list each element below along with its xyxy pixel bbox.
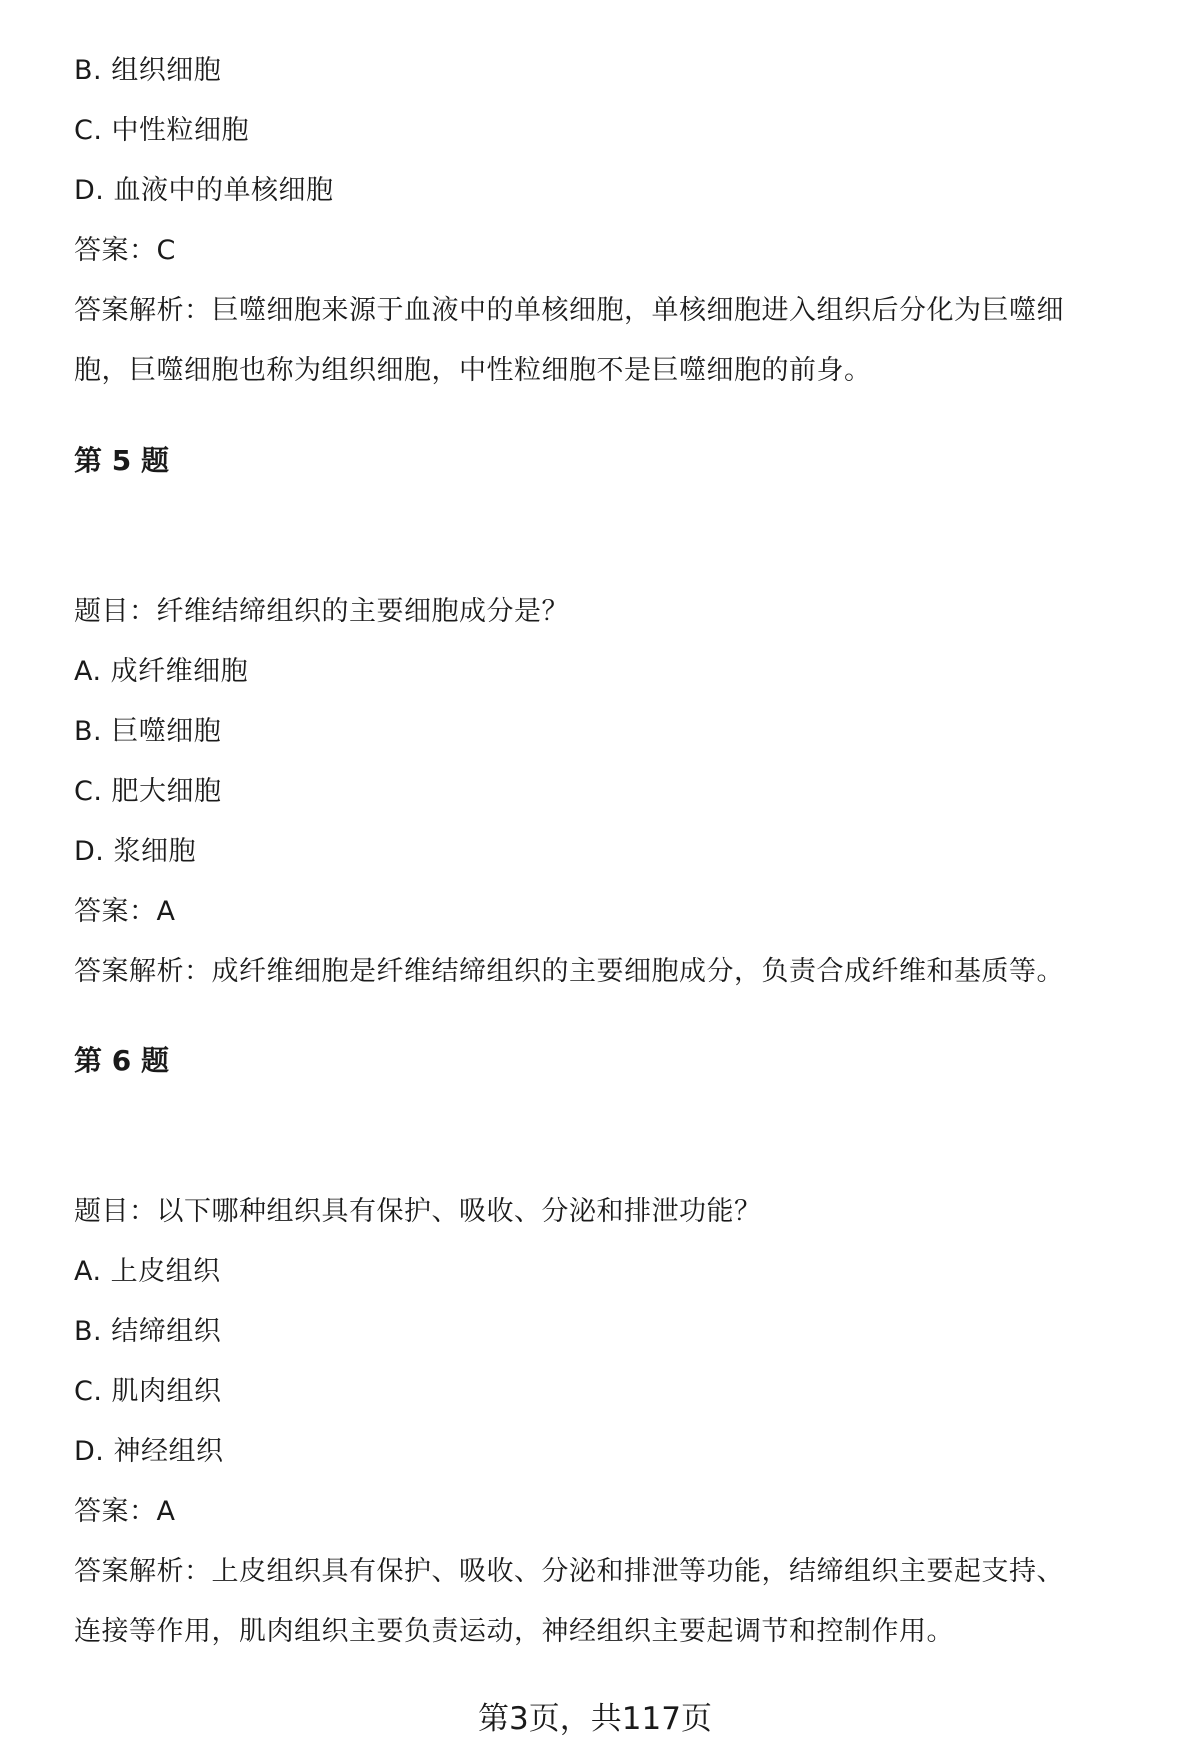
q6-option-d: D. 神经组织 — [74, 1436, 224, 1467]
q5-option-a: A. 成纤维细胞 — [74, 656, 249, 687]
q4-option-d: D. 血液中的单核细胞 — [74, 175, 334, 206]
q6-explanation-line2: 连接等作用，肌肉组织主要负责运动，神经组织主要起调节和控制作用。 — [74, 1616, 954, 1647]
q5-heading: 第 5 题 — [74, 444, 169, 477]
q6-answer: 答案：A — [74, 1496, 176, 1527]
page-number: 第3页，共117页 — [478, 1701, 712, 1737]
q6-option-b: B. 结缔组织 — [74, 1316, 222, 1347]
q4-answer: 答案：C — [74, 235, 176, 266]
q5-explanation-line1: 答案解析：成纤维细胞是纤维结缔组织的主要细胞成分，负责合成纤维和基质等。 — [74, 956, 1064, 987]
q5-question: 题目：纤维结缔组织的主要细胞成分是？ — [74, 596, 569, 627]
q6-explanation-line1: 答案解析：上皮组织具有保护、吸收、分泌和排泄等功能，结缔组织主要起支持、 — [74, 1556, 1064, 1587]
q5-option-d: D. 浆细胞 — [74, 836, 196, 867]
q5-option-c: C. 肥大细胞 — [74, 776, 222, 807]
q6-option-c: C. 肌肉组织 — [74, 1376, 222, 1407]
q4-explanation-line1: 答案解析：巨噬细胞来源于血液中的单核细胞，单核细胞进入组织后分化为巨噬细 — [74, 295, 1064, 326]
q5-answer: 答案：A — [74, 896, 176, 927]
q4-explanation-line2: 胞，巨噬细胞也称为组织细胞，中性粒细胞不是巨噬细胞的前身。 — [74, 355, 872, 386]
q4-option-c: C. 中性粒细胞 — [74, 115, 250, 146]
q6-question: 题目：以下哪种组织具有保护、吸收、分泌和排泄功能？ — [74, 1196, 762, 1227]
q6-heading: 第 6 题 — [74, 1044, 169, 1077]
q6-option-a: A. 上皮组织 — [74, 1256, 221, 1287]
q5-option-b: B. 巨噬细胞 — [74, 716, 222, 747]
q4-option-b: B. 组织细胞 — [74, 55, 222, 86]
